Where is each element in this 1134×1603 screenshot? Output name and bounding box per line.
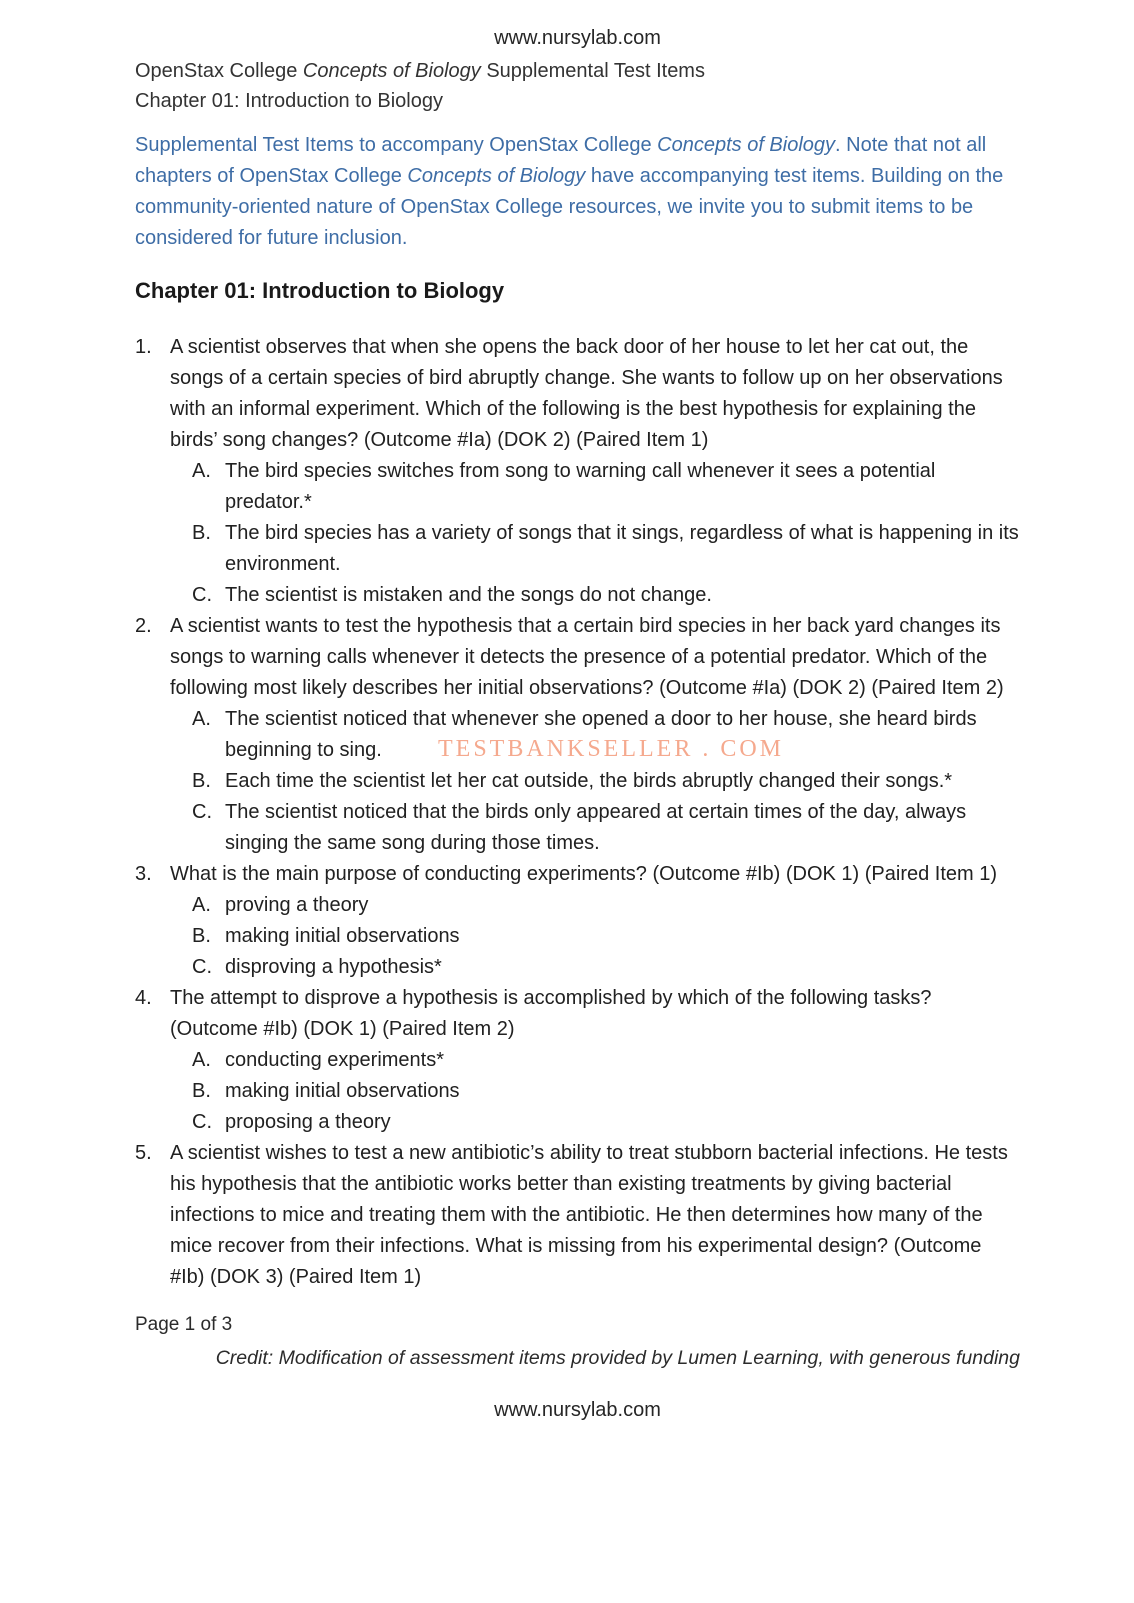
intro-part3: have accompanying test items. Building on the community-oriented nature of OpenStax College resources, we invite you to submit items to be considered for future inclusion. <box>135 165 1004 249</box>
question-4-option-a <box>135 1045 1020 1076</box>
question-1-option-a <box>135 456 1020 518</box>
question-2-option-a-text: The scientist noticed that whenever she opened a door to her house, she heard birds beginning to sing. <box>225 708 977 761</box>
question-list <box>135 332 1020 1293</box>
question-2-option-a-label: A. <box>192 708 211 730</box>
question-3-text: What is the main purpose of conducting experiments? (Outcome #Ib) (DOK 1) (Paired Item 1) <box>170 863 998 885</box>
question-4-option-b <box>135 1076 1020 1107</box>
document-header <box>135 56 1020 116</box>
question-4-text: The attempt to disprove a hypothesis is accomplished by which of the following tasks? (Outcome #Ib) (DOK 1) (Paired Item 2) <box>170 987 932 1040</box>
question-2-option-b <box>135 766 1020 797</box>
question-1-option-c-text: The scientist is mistaken and the songs do not change. <box>225 584 712 606</box>
question-3-option-c-text: disproving a hypothesis* <box>225 956 442 978</box>
question-5-text: A scientist wishes to test a new antibiotic’s ability to treat stubborn bacterial infections. He tests his hypothesis that the antibiotic works better than existing treatments by giving bacterial infections to mice and treating them with the antibiotic. He then determines how many of the mice recover from their infections. What is missing from his experimental design? (Outcome #Ib) (DOK 3) (Paired Item 1) <box>170 1142 1008 1288</box>
question-2-text: A scientist wants to test the hypothesis that a certain bird species in her back yard changes its songs to warning calls whenever it detects the presence of a potential predator. Which of the following most likely describes her initial observations? (Outcome #Ia) (DOK 2) (Paired Item 2) <box>170 615 1004 699</box>
header-line1-book-title: Concepts of Biology <box>302 60 481 82</box>
question-3-option-b <box>135 921 1020 952</box>
intro-part2: . Note that not all chapters of OpenStax College <box>135 134 987 187</box>
question-1-option-b-label: B. <box>192 522 211 544</box>
question-4-number: 4. <box>135 987 152 1009</box>
question-2-option-b-text: Each time the scientist let her cat outside, the birds abruptly changed their songs.* <box>225 770 953 792</box>
question-2 <box>135 611 1020 704</box>
question-1-option-b-text: The bird species has a variety of songs that it sings, regardless of what is happening in its environment. <box>225 522 1019 575</box>
page-number: Page 1 of 3 <box>135 1314 233 1335</box>
question-3 <box>135 859 1020 890</box>
question-2-option-c-label: C. <box>192 801 212 823</box>
question-2-option-a <box>135 704 1020 766</box>
question-4-option-c <box>135 1107 1020 1138</box>
question-3-option-a-text: proving a theory <box>225 894 369 916</box>
question-3-number: 3. <box>135 863 152 885</box>
header-line1-prefix: OpenStax College <box>135 60 303 82</box>
question-1-number: 1. <box>135 336 152 358</box>
question-3-option-c <box>135 952 1020 983</box>
question-4-option-a-text: conducting experiments* <box>225 1049 445 1071</box>
question-5-number: 5. <box>135 1142 152 1164</box>
question-3-option-a-label: A. <box>192 894 211 916</box>
question-3-option-a <box>135 890 1020 921</box>
question-2-option-c <box>135 797 1020 859</box>
watermark: TESTBANKSELLER . COM <box>438 736 785 762</box>
question-4-option-b-text: making initial observations <box>225 1080 460 1102</box>
intro-book-title-2: Concepts of Biology <box>407 165 586 187</box>
question-4-option-c-text: proposing a theory <box>225 1111 391 1133</box>
document-header-line1 <box>135 56 1020 86</box>
intro-book-title-1: Concepts of Biology <box>657 134 836 156</box>
question-5 <box>135 1138 1020 1293</box>
question-4-option-a-label: A. <box>192 1049 211 1071</box>
question-2-number: 2. <box>135 615 152 637</box>
document-header-line2: Chapter 01: Introduction to Biology <box>135 90 443 112</box>
question-4-option-c-label: C. <box>192 1111 212 1133</box>
question-1-option-a-label: A. <box>192 460 211 482</box>
question-2-option-b-label: B. <box>192 770 211 792</box>
credit-line: Credit: Modification of assessment items provided by Lumen Learning, with generous funding <box>215 1347 1020 1369</box>
question-3-option-c-label: C. <box>192 956 212 978</box>
chapter-heading: Chapter 01: Introduction to Biology <box>135 278 505 303</box>
question-1-text: A scientist observes that when she opens the back door of her house to let her cat out, the songs of a certain species of bird abruptly change. She wants to follow up on her observations with an informal experiment. Which of the following is the best hypothesis for explaining the birds’ song changes? (Outcome #Ia) (DOK 2) (Paired Item 1) <box>170 336 1003 451</box>
intro-part1: Supplemental Test Items to accompany OpenStax College <box>135 134 658 156</box>
question-3-option-b-label: B. <box>192 925 211 947</box>
bottom-site-url: www.nursylab.com <box>494 1399 661 1421</box>
header-line1-suffix: Supplemental Test Items <box>480 60 705 82</box>
question-4 <box>135 983 1020 1045</box>
question-1-option-c <box>135 580 1020 611</box>
question-1 <box>135 332 1020 456</box>
question-1-option-b <box>135 518 1020 580</box>
question-4-option-b-label: B. <box>192 1080 211 1102</box>
intro-paragraph <box>135 130 1020 254</box>
question-3-option-b-text: making initial observations <box>225 925 460 947</box>
top-site-url: www.nursylab.com <box>494 27 661 49</box>
question-1-option-c-label: C. <box>192 584 212 606</box>
question-1-option-a-text: The bird species switches from song to warning call whenever it sees a potential predator.* <box>225 460 936 513</box>
question-2-option-c-text: The scientist noticed that the birds only appeared at certain times of the day, always singing the same song during those times. <box>225 801 967 854</box>
